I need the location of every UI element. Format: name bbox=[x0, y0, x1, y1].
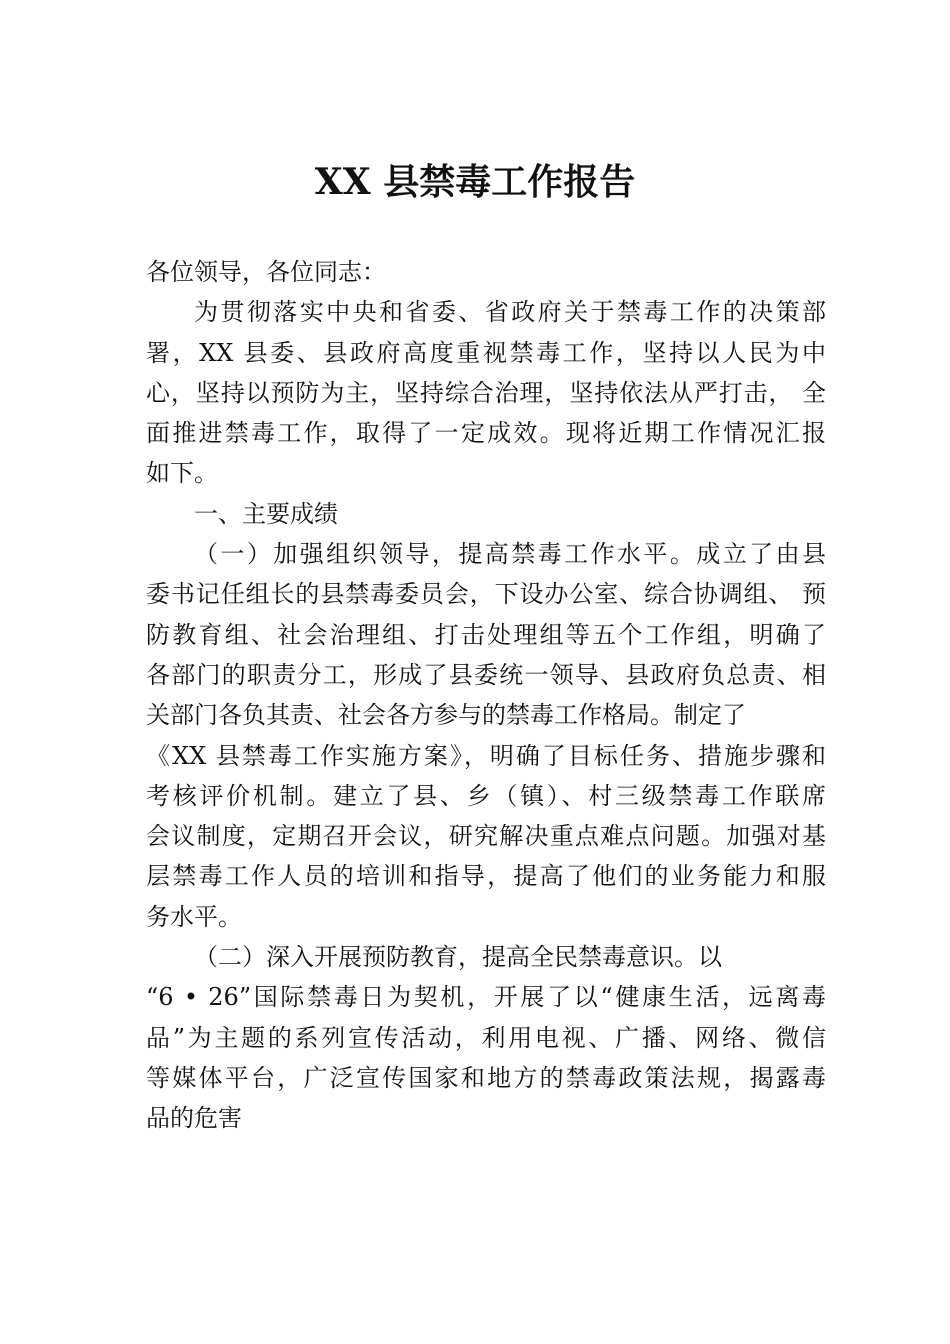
text-line: 品的危害 bbox=[146, 1104, 242, 1133]
text-line: 委书记任组长的县禁毒委员会，下设办公室、综合协调组、 预 bbox=[146, 580, 826, 609]
text-line: 心，坚持以预防为主，坚持综合治理，坚持依法从严打击， 全 bbox=[146, 378, 826, 407]
text-line: （二）深入开展预防教育，提高全民禁毒意识。以 bbox=[194, 943, 722, 972]
text-line: 如下。 bbox=[146, 459, 218, 488]
text-line: （一）加强组织领导，提高禁毒工作水平。成立了由县 bbox=[194, 540, 826, 569]
text-line: “6 • 26”国际禁毒日为契机，开展了以“健康生活，远离毒 bbox=[146, 983, 826, 1012]
text-line: 品”为主题的系列宣传活动，利用电视、广播、网络、微信 bbox=[146, 1023, 826, 1052]
text-line: 层禁毒工作人员的培训和指导，提高了他们的业务能力和服 bbox=[146, 862, 826, 891]
text-line: 会议制度，定期召开会议，研究解决重点难点问题。加强对基 bbox=[146, 822, 826, 851]
text-line: 关部门各负其责、社会各方参与的禁毒工作格局。制定了 bbox=[146, 701, 746, 730]
text-line: 防教育组、社会治理组、打击处理组等五个工作组，明确了 bbox=[146, 620, 826, 649]
document-title: XX 县禁毒工作报告 bbox=[314, 161, 636, 203]
text-line: 一、主要成绩 bbox=[194, 499, 338, 528]
text-line: 《XX 县禁毒工作实施方案》，明确了目标任务、措施步骤和 bbox=[146, 741, 826, 770]
text-line: 等媒体平台，广泛宣传国家和地方的禁毒政策法规，揭露毒 bbox=[146, 1063, 826, 1092]
text-line: 务水平。 bbox=[146, 902, 242, 931]
text-line: 面推进禁毒工作，取得了一定成效。现将近期工作情况汇报 bbox=[146, 419, 826, 448]
text-line: 各位领导，各位同志： bbox=[146, 258, 386, 286]
document-body bbox=[146, 252, 826, 1139]
text-line: 为贯彻落实中央和省委、省政府关于禁毒工作的决策部 bbox=[194, 298, 826, 327]
text-line: 各部门的职责分工，形成了县委统一领导、县政府负总责、相 bbox=[146, 660, 826, 689]
text-line: 考核评价机制。建立了县、乡（镇）、村三级禁毒工作联席 bbox=[146, 781, 826, 810]
text-line: 署，XX 县委、县政府高度重视禁毒工作，坚持以人民为中 bbox=[146, 338, 826, 367]
